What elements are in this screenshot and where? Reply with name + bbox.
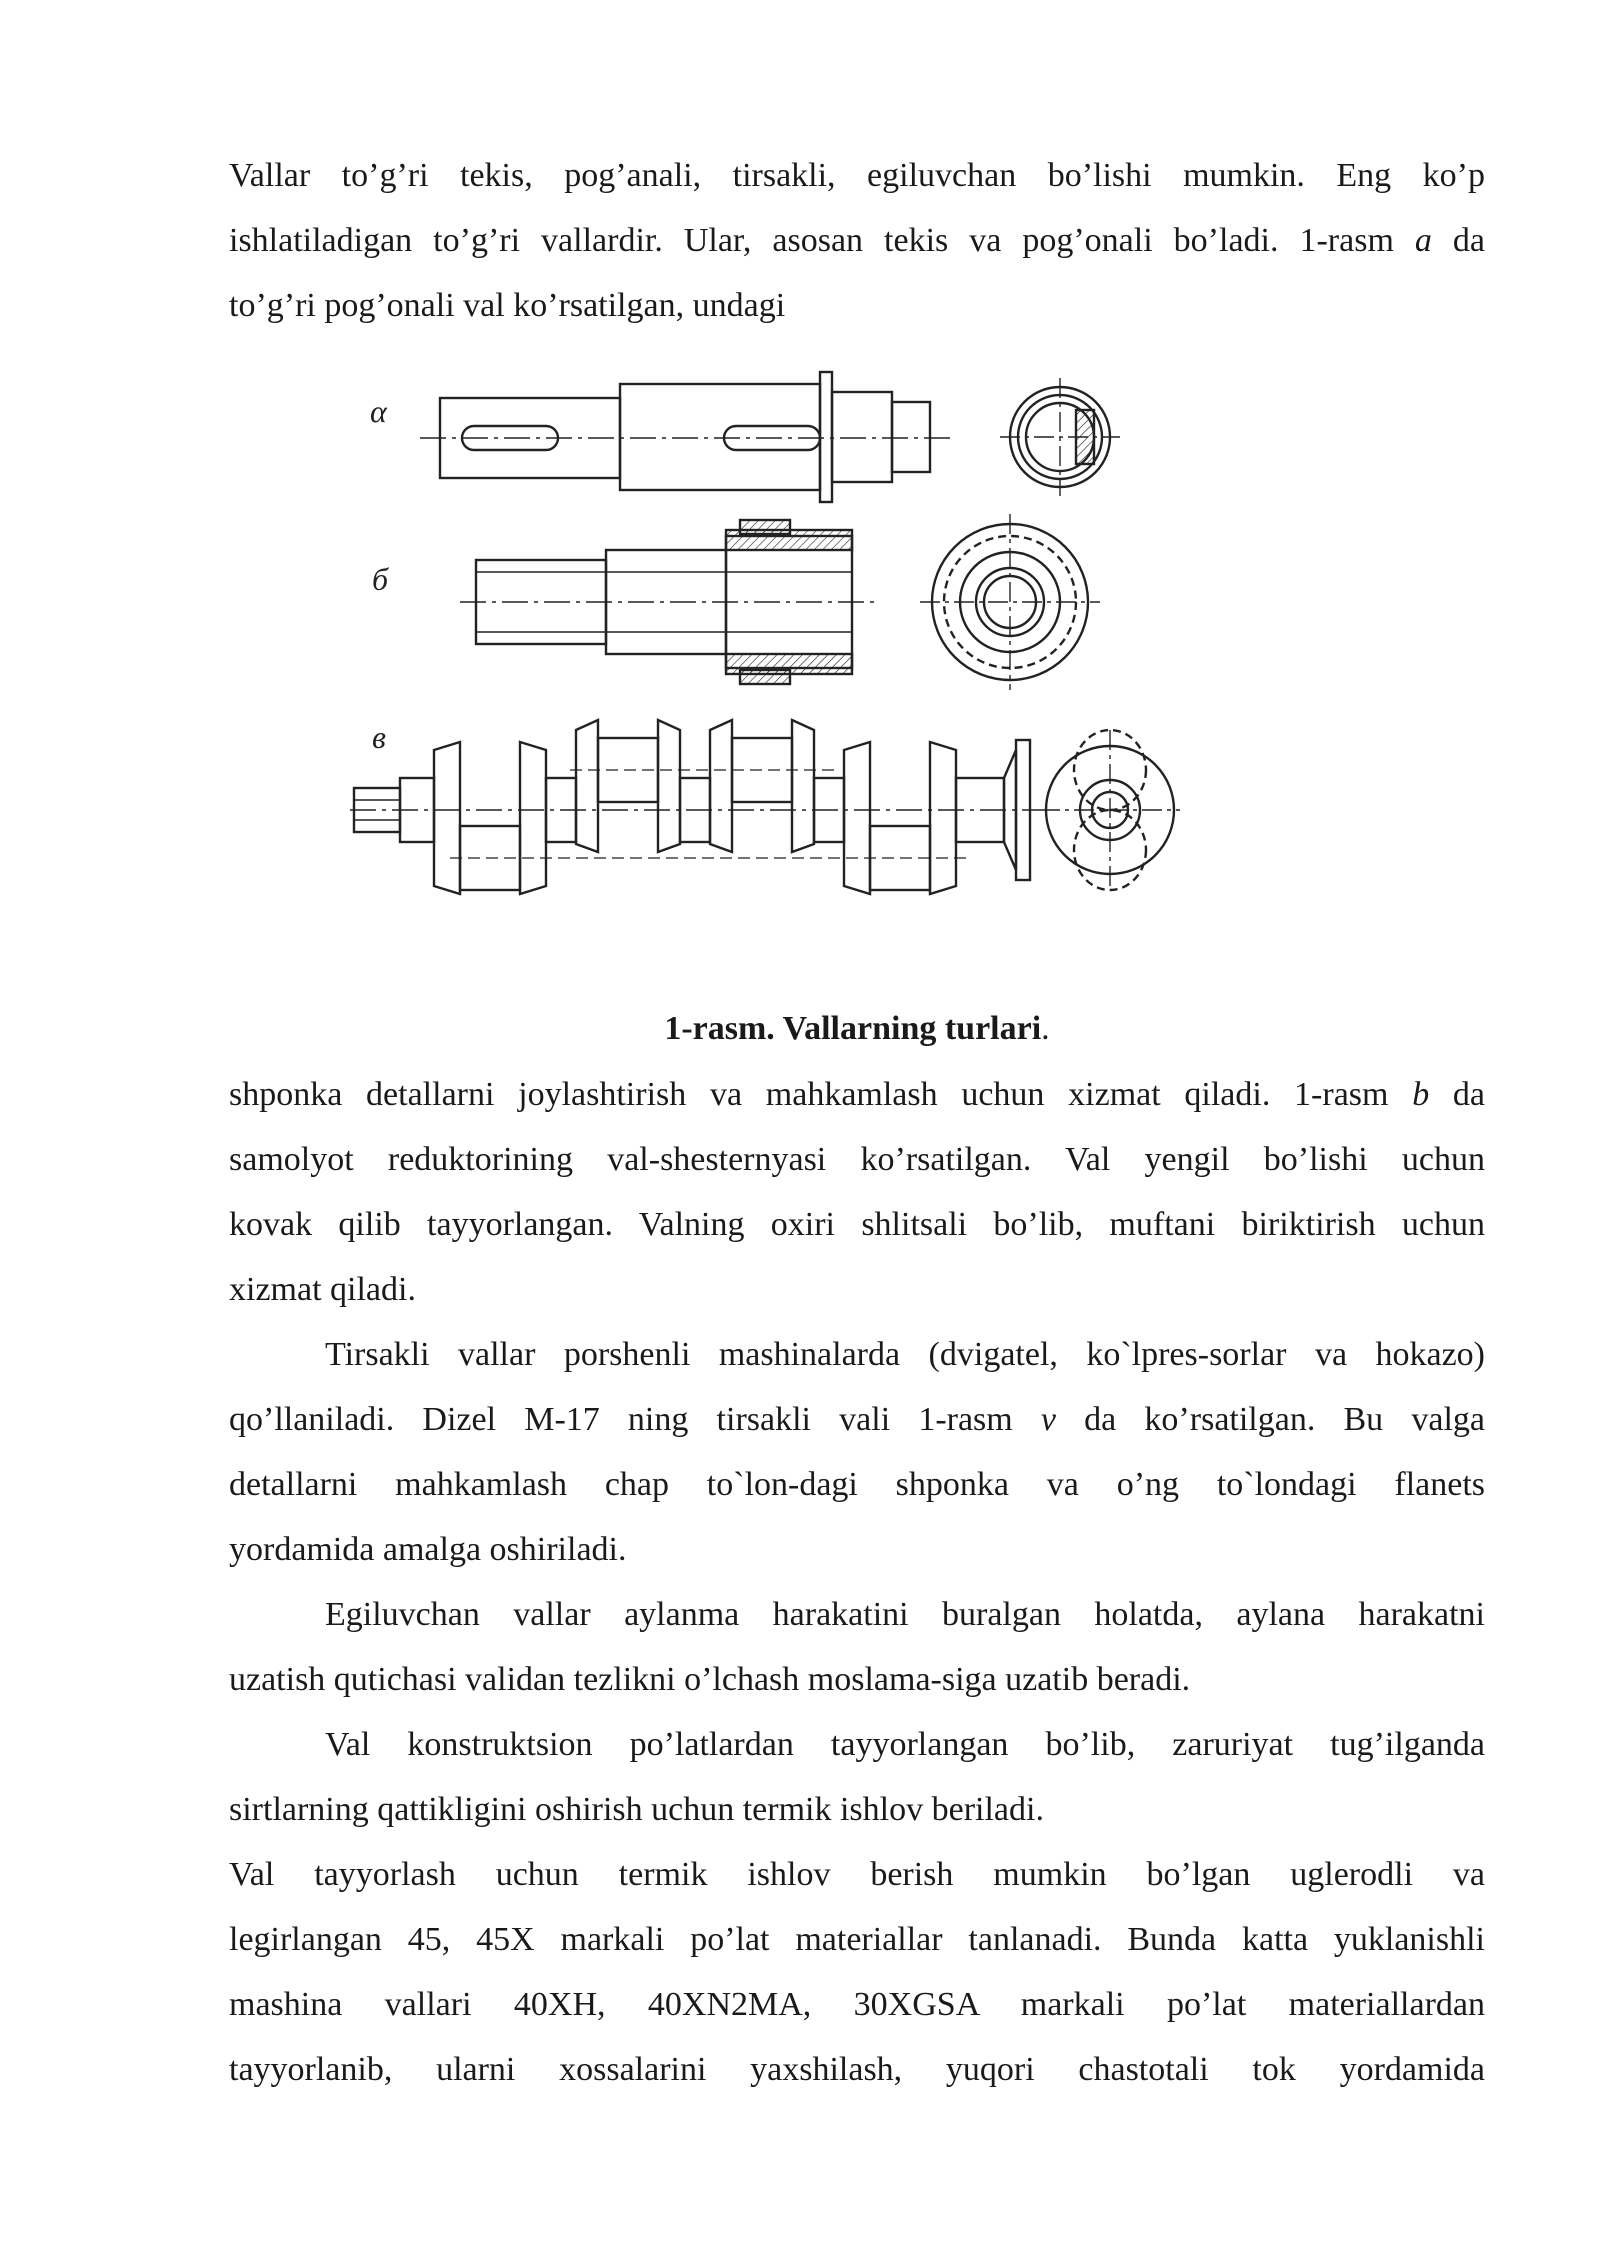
crankshaft-drawing: [350, 720, 1180, 894]
technical-drawing: [340, 370, 1180, 910]
paragraph-6: [229, 1842, 1485, 2102]
text-line: kovak qilib tayyorlangan. Valning oxiri shlitsali bo’lib, muftani biriktirish uchun: [229, 1206, 1485, 1243]
text-line: mashina vallari 40XH, 40XN2MA, 30XGSA markali po’lat materiallardan: [229, 1986, 1485, 2023]
paragraph-3: [229, 1322, 1485, 1582]
text-line: qo’llaniladi. Dizel M-17 ning tirsakli vali 1-rasm v da ko’rsatilgan. Bu valga: [229, 1401, 1485, 1438]
text-line: uzatish qutichasi validan tezlikni o’lchash moslama-siga uzatib beradi.: [229, 1661, 1191, 1698]
text-line: shponka detallarni joylashtirish va mahkamlash uchun xizmat qiladi. 1-rasm b da: [229, 1076, 1485, 1113]
hollow-gear-shaft-drawing: [460, 514, 1100, 690]
text-line: samolyot reduktorining val-shesternyasi ko’rsatilgan. Val yengil bo’lishi uchun: [229, 1141, 1485, 1178]
text-line: Val konstruktsion po’latlardan tayyorlangan bo’lib, zaruriyat tug’ilganda: [325, 1726, 1485, 1763]
text-line: detallarni mahkamlash chap to`lon-dagi shponka va o’ng to`londagi flanets: [229, 1466, 1485, 1503]
text-line: sirtlarning qattikligini oshirish uchun termik ishlov beriladi.: [229, 1791, 1044, 1828]
text-line: yordamida amalga oshiriladi.: [229, 1531, 627, 1568]
paragraph-4: [229, 1582, 1485, 1712]
text-line: xizmat qiladi.: [229, 1271, 416, 1308]
text-line: ishlatiladigan to’g’ri vallardir. Ular, asosan tekis va pog’onali bo’ladi. 1-rasm a da: [229, 222, 1486, 259]
stepped-shaft-drawing: [420, 372, 1120, 502]
text-line: tayyorlanib, ularni xossalarini yaxshilash, yuqori chastotali tok yordamida: [229, 2051, 1485, 2088]
paragraph-2: [229, 1062, 1485, 1322]
paragraph-5: [229, 1712, 1485, 1842]
figure-caption: 1-rasm. Vallarning turlari.: [664, 1010, 1050, 1047]
text-line: Egiluvchan vallar aylanma harakatini buralgan holatda, aylana harakatni: [325, 1596, 1485, 1633]
text-line: to’g’ri pog’onali val ko’rsatilgan, undagi: [229, 287, 786, 324]
text-line: legirlangan 45, 45X markali po’lat materiallar tanlanadi. Bunda katta yuklanishli: [229, 1921, 1485, 1958]
label-b: б: [372, 561, 389, 597]
label-v: в: [372, 719, 386, 755]
text-line: Val tayyorlash uchun termik ishlov berish mumkin bo’lgan uglerodli va: [229, 1856, 1485, 1893]
text-line: Vallar to’g’ri tekis, pog’anali, tirsakli, egiluvchan bo’lishi mumkin. Eng ko’p: [229, 157, 1485, 194]
text-line: Tirsakli vallar porshenli mashinalarda (dvigatel, ko`lpres-sorlar va hokazo): [325, 1336, 1485, 1373]
label-a: α: [370, 393, 387, 429]
shaft-types-figure: [340, 370, 1180, 910]
paragraph-1: [229, 143, 1485, 338]
